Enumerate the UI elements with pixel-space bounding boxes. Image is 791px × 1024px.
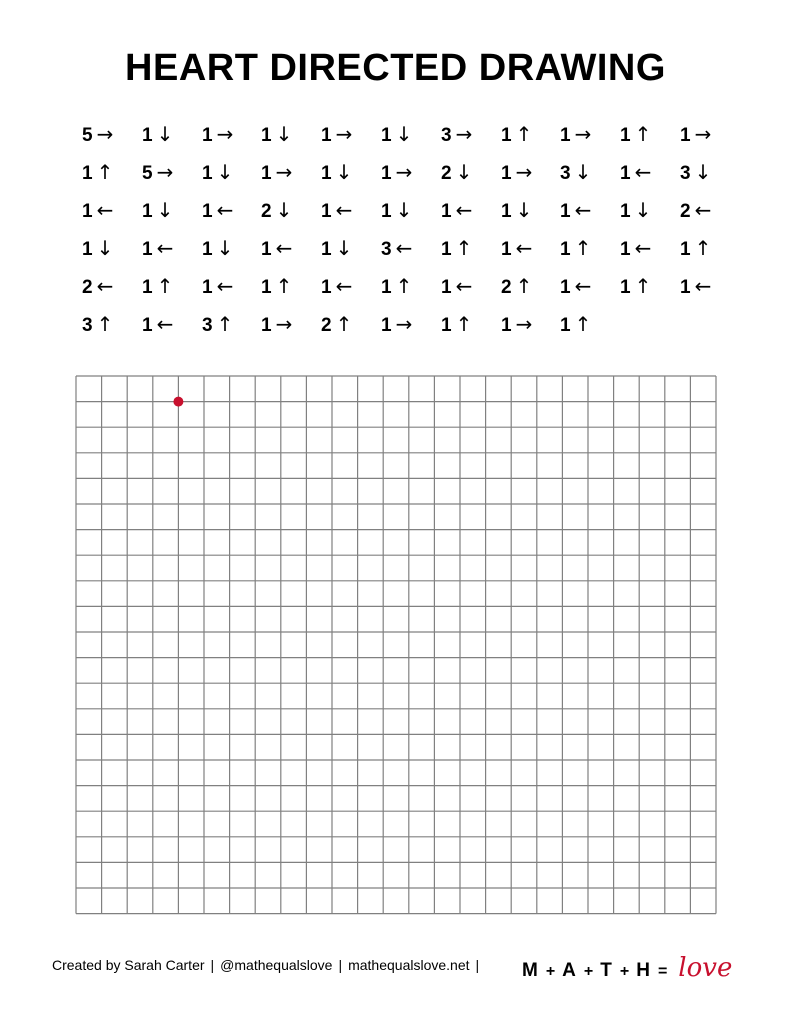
step-count: 1 <box>202 239 213 260</box>
step-count: 1 <box>321 239 332 260</box>
direction-step <box>560 198 591 224</box>
logo-plus: + <box>545 963 556 980</box>
direction-step <box>501 312 532 338</box>
direction-arrow-icon: ← <box>634 236 652 260</box>
direction-step <box>321 122 352 148</box>
direction-step <box>321 198 352 224</box>
direction-step <box>441 198 472 224</box>
direction-step <box>261 236 292 262</box>
direction-step <box>501 122 532 148</box>
direction-arrow-icon: ← <box>156 312 174 336</box>
direction-arrow-icon: ↑ <box>574 236 592 260</box>
direction-step <box>82 198 113 224</box>
direction-step <box>142 122 173 148</box>
instruction-row <box>82 122 742 160</box>
footer <box>52 955 772 985</box>
direction-arrow-icon: ↓ <box>395 198 413 222</box>
step-count: 2 <box>441 163 452 184</box>
direction-arrow-icon: → <box>395 160 413 184</box>
instruction-row <box>82 312 742 350</box>
direction-step <box>202 122 233 148</box>
direction-step <box>381 198 412 224</box>
drawing-grid <box>71 371 721 919</box>
direction-step <box>560 312 591 338</box>
credit-line <box>52 957 485 973</box>
direction-arrow-icon: ↓ <box>515 198 533 222</box>
direction-step <box>680 236 711 262</box>
logo-plus: + <box>619 963 630 980</box>
direction-arrow-icon: ↓ <box>156 122 174 146</box>
direction-step <box>501 274 532 300</box>
direction-step <box>142 312 173 338</box>
step-count: 1 <box>680 239 691 260</box>
direction-arrow-icon: ↑ <box>455 236 473 260</box>
step-count: 2 <box>82 277 93 298</box>
step-count: 1 <box>381 277 392 298</box>
direction-step <box>441 236 472 262</box>
direction-step <box>142 274 173 300</box>
direction-arrow-icon: ↓ <box>96 236 114 260</box>
step-count: 2 <box>261 201 272 222</box>
direction-step <box>321 274 352 300</box>
direction-step <box>501 160 532 186</box>
direction-arrow-icon: ↓ <box>275 198 293 222</box>
direction-arrow-icon: ← <box>156 236 174 260</box>
direction-arrow-icon: ← <box>694 274 712 298</box>
direction-step <box>441 122 472 148</box>
direction-arrow-icon: ← <box>216 274 234 298</box>
direction-step <box>620 236 651 262</box>
direction-step <box>381 312 412 338</box>
direction-arrow-icon: ↓ <box>275 122 293 146</box>
step-count: 1 <box>441 277 452 298</box>
direction-arrow-icon: ↓ <box>634 198 652 222</box>
direction-step <box>142 236 173 262</box>
direction-step <box>202 160 233 186</box>
direction-arrow-icon: ← <box>96 274 114 298</box>
direction-step <box>261 274 292 300</box>
direction-arrow-icon: ← <box>574 198 592 222</box>
direction-arrow-icon: ↑ <box>694 236 712 260</box>
step-count: 2 <box>501 277 512 298</box>
step-count: 1 <box>680 125 691 146</box>
website-link[interactable]: mathequalslove.net <box>348 957 470 973</box>
direction-step <box>680 198 711 224</box>
step-count: 1 <box>501 315 512 336</box>
direction-step <box>501 236 532 262</box>
step-count: 2 <box>680 201 691 222</box>
step-count: 1 <box>560 125 571 146</box>
direction-step <box>202 198 233 224</box>
step-count: 3 <box>381 239 392 260</box>
step-count: 3 <box>82 315 93 336</box>
direction-step <box>82 160 113 186</box>
direction-arrow-icon: ↑ <box>634 122 652 146</box>
step-count: 1 <box>142 125 153 146</box>
step-count: 1 <box>82 163 93 184</box>
step-count: 1 <box>261 315 272 336</box>
step-count: 1 <box>202 163 213 184</box>
direction-arrow-icon: ↑ <box>96 312 114 336</box>
step-count: 3 <box>441 125 452 146</box>
direction-arrow-icon: ← <box>335 198 353 222</box>
direction-arrow-icon: ← <box>335 274 353 298</box>
direction-arrow-icon: → <box>515 312 533 336</box>
step-count: 2 <box>321 315 332 336</box>
logo-letter: T <box>600 960 613 981</box>
direction-step <box>620 160 651 186</box>
direction-step <box>82 274 113 300</box>
direction-step <box>202 312 233 338</box>
direction-step <box>680 274 711 300</box>
direction-arrow-icon: ← <box>455 198 473 222</box>
instruction-row <box>82 274 742 312</box>
step-count: 1 <box>261 125 272 146</box>
direction-arrow-icon: → <box>216 122 234 146</box>
step-count: 1 <box>680 277 691 298</box>
direction-arrow-icon: ↓ <box>574 160 592 184</box>
direction-step <box>261 312 292 338</box>
start-point-dot <box>173 397 183 407</box>
step-count: 1 <box>501 125 512 146</box>
direction-arrow-icon: ↓ <box>455 160 473 184</box>
direction-arrow-icon: ← <box>96 198 114 222</box>
logo-letter: M <box>522 960 539 981</box>
direction-arrow-icon: ← <box>515 236 533 260</box>
direction-arrow-icon: → <box>515 160 533 184</box>
direction-step <box>381 236 412 262</box>
direction-arrow-icon: ↑ <box>275 274 293 298</box>
direction-step <box>82 312 113 338</box>
step-count: 1 <box>321 163 332 184</box>
step-count: 1 <box>261 163 272 184</box>
direction-step <box>202 236 233 262</box>
direction-step <box>560 236 591 262</box>
direction-step <box>142 160 173 186</box>
logo-equals: = <box>657 963 668 980</box>
direction-step <box>381 160 412 186</box>
direction-step <box>680 160 711 186</box>
direction-arrow-icon: ↓ <box>156 198 174 222</box>
direction-step <box>261 160 292 186</box>
direction-arrow-icon: → <box>275 160 293 184</box>
step-count: 1 <box>560 201 571 222</box>
step-count: 1 <box>501 201 512 222</box>
step-count: 3 <box>680 163 691 184</box>
direction-step <box>560 274 591 300</box>
direction-step <box>620 274 651 300</box>
direction-step <box>82 236 113 262</box>
separator: | <box>338 957 343 973</box>
math-equals-love-logo <box>522 953 732 983</box>
direction-arrow-icon: → <box>156 160 174 184</box>
step-count: 1 <box>501 163 512 184</box>
direction-step <box>441 274 472 300</box>
direction-step <box>620 122 651 148</box>
step-count: 1 <box>321 277 332 298</box>
step-count: 1 <box>560 315 571 336</box>
step-count: 1 <box>381 201 392 222</box>
direction-arrow-icon: ↑ <box>515 274 533 298</box>
step-count: 1 <box>142 239 153 260</box>
step-count: 1 <box>441 315 452 336</box>
direction-arrow-icon: → <box>96 122 114 146</box>
step-count: 1 <box>321 125 332 146</box>
step-count: 1 <box>142 201 153 222</box>
direction-step <box>381 274 412 300</box>
instruction-row <box>82 160 742 198</box>
step-count: 1 <box>381 315 392 336</box>
instruction-row <box>82 198 742 236</box>
direction-arrow-icon: ↑ <box>96 160 114 184</box>
step-count: 1 <box>202 277 213 298</box>
step-count: 1 <box>501 239 512 260</box>
direction-arrow-icon: ↑ <box>395 274 413 298</box>
separator: | <box>210 957 215 973</box>
direction-arrow-icon: ↓ <box>395 122 413 146</box>
direction-step <box>142 198 173 224</box>
page-title: HEART DIRECTED DRAWING <box>125 47 666 89</box>
direction-arrow-icon: ← <box>395 236 413 260</box>
step-count: 1 <box>560 239 571 260</box>
direction-arrow-icon: → <box>395 312 413 336</box>
direction-arrow-icon: ↓ <box>335 236 353 260</box>
logo-letter: H <box>636 960 651 981</box>
direction-arrow-icon: → <box>694 122 712 146</box>
direction-step <box>321 236 352 262</box>
direction-arrow-icon: → <box>574 122 592 146</box>
logo-plus: + <box>583 963 594 980</box>
direction-arrow-icon: ← <box>694 198 712 222</box>
direction-step <box>202 274 233 300</box>
step-count: 1 <box>441 239 452 260</box>
author-credit: Created by Sarah Carter <box>52 957 205 973</box>
step-count: 1 <box>381 163 392 184</box>
direction-step <box>381 122 412 148</box>
direction-arrow-icon: ↑ <box>634 274 652 298</box>
step-count: 1 <box>261 277 272 298</box>
step-count: 1 <box>202 125 213 146</box>
logo-love-script: love <box>678 953 733 983</box>
direction-step <box>560 160 591 186</box>
direction-arrow-icon: → <box>455 122 473 146</box>
step-count: 1 <box>560 277 571 298</box>
instruction-row <box>82 236 742 274</box>
separator: | <box>475 957 480 973</box>
social-handle: @mathequalslove <box>220 957 333 973</box>
direction-arrow-icon: ← <box>574 274 592 298</box>
step-count: 1 <box>321 201 332 222</box>
step-count: 3 <box>560 163 571 184</box>
step-count: 1 <box>620 125 631 146</box>
direction-arrow-icon: ↑ <box>335 312 353 336</box>
direction-arrow-icon: ← <box>634 160 652 184</box>
direction-arrow-icon: ↓ <box>216 160 234 184</box>
direction-step <box>261 198 292 224</box>
step-count: 1 <box>142 315 153 336</box>
direction-step <box>560 122 591 148</box>
step-count: 1 <box>261 239 272 260</box>
step-count: 1 <box>142 277 153 298</box>
direction-step <box>82 122 113 148</box>
direction-arrow-icon: ← <box>455 274 473 298</box>
direction-arrow-icon: ↑ <box>216 312 234 336</box>
direction-arrow-icon: → <box>275 312 293 336</box>
step-count: 1 <box>620 163 631 184</box>
step-count: 1 <box>381 125 392 146</box>
step-count: 1 <box>82 201 93 222</box>
instruction-list <box>82 122 742 350</box>
direction-step <box>321 312 352 338</box>
direction-step <box>680 122 711 148</box>
step-count: 3 <box>202 315 213 336</box>
direction-arrow-icon: ← <box>216 198 234 222</box>
direction-arrow-icon: ↑ <box>455 312 473 336</box>
logo-letter: A <box>562 960 577 981</box>
direction-arrow-icon: ↑ <box>156 274 174 298</box>
direction-step <box>620 198 651 224</box>
step-count: 5 <box>82 125 93 146</box>
direction-arrow-icon: → <box>335 122 353 146</box>
direction-arrow-icon: ↓ <box>216 236 234 260</box>
step-count: 1 <box>202 201 213 222</box>
direction-step <box>441 312 472 338</box>
step-count: 5 <box>142 163 153 184</box>
step-count: 1 <box>441 201 452 222</box>
direction-step <box>441 160 472 186</box>
direction-arrow-icon: ← <box>275 236 293 260</box>
step-count: 1 <box>620 201 631 222</box>
direction-arrow-icon: ↑ <box>515 122 533 146</box>
step-count: 1 <box>620 239 631 260</box>
direction-arrow-icon: ↓ <box>335 160 353 184</box>
direction-arrow-icon: ↑ <box>574 312 592 336</box>
direction-step <box>321 160 352 186</box>
direction-arrow-icon: ↓ <box>694 160 712 184</box>
step-count: 1 <box>82 239 93 260</box>
step-count: 1 <box>620 277 631 298</box>
direction-step <box>501 198 532 224</box>
direction-step <box>261 122 292 148</box>
